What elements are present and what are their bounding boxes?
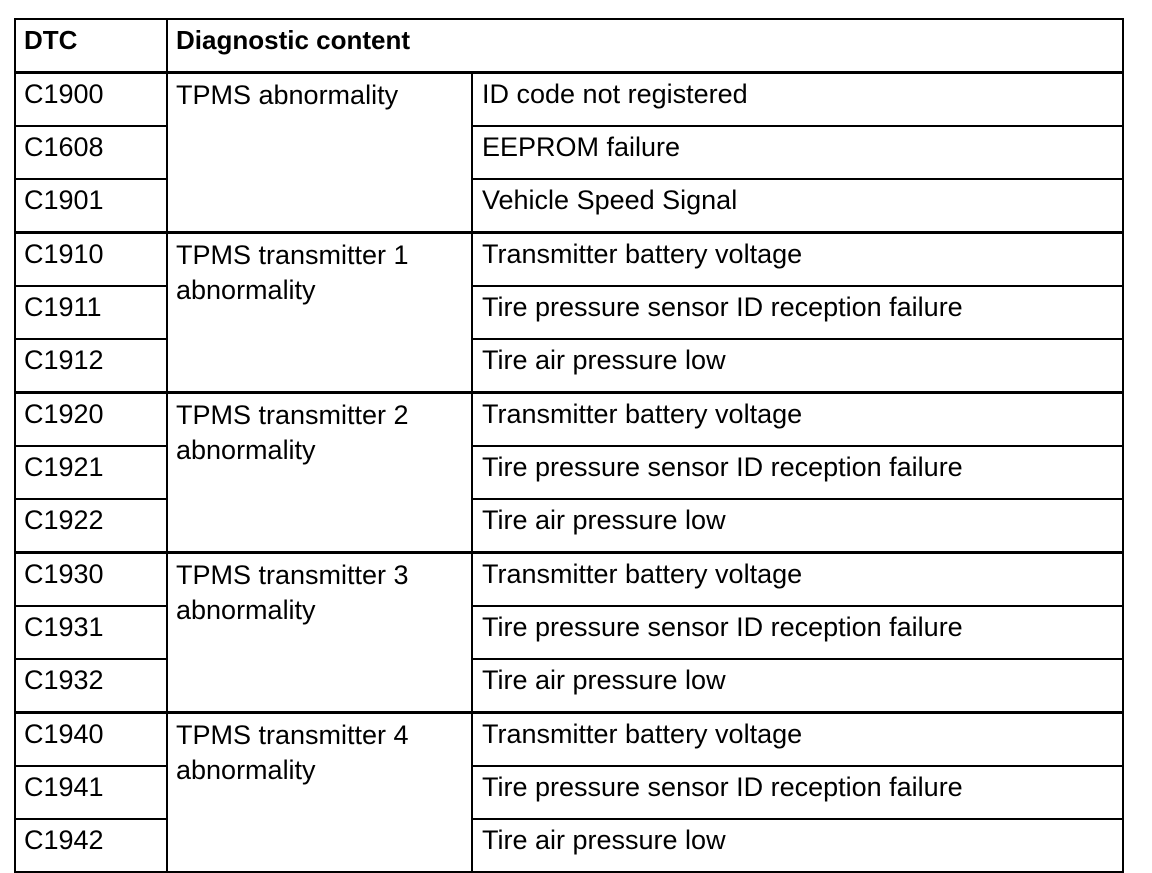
diagnostic-detail: EEPROM failure	[472, 126, 1123, 179]
group-label	[167, 713, 472, 873]
group-label-line2: abnormality	[176, 595, 316, 625]
group-label-line1: TPMS transmitter 1	[176, 240, 409, 270]
dtc-code: C1932	[15, 659, 167, 713]
dtc-code: C1608	[15, 126, 167, 179]
group-label-line1: TPMS transmitter 3	[176, 560, 409, 590]
diagnostic-detail: Transmitter battery voltage	[472, 713, 1123, 767]
diagnostic-detail: Tire air pressure low	[472, 499, 1123, 553]
group-label-line1: TPMS transmitter 4	[176, 720, 409, 750]
diagnostic-detail: Transmitter battery voltage	[472, 553, 1123, 607]
group-label	[167, 73, 472, 233]
dtc-code: C1940	[15, 713, 167, 767]
group-label	[167, 233, 472, 393]
header-row	[15, 19, 1123, 73]
table-row	[15, 233, 1123, 287]
dtc-code: C1901	[15, 179, 167, 233]
diagnostic-detail: Tire air pressure low	[472, 659, 1123, 713]
dtc-code: C1942	[15, 819, 167, 872]
table-row	[15, 73, 1123, 127]
diagnostic-detail: ID code not registered	[472, 73, 1123, 127]
dtc-code: C1941	[15, 766, 167, 819]
dtc-code: C1931	[15, 606, 167, 659]
table-row	[15, 713, 1123, 767]
dtc-code: C1912	[15, 339, 167, 393]
diagnostic-detail: Transmitter battery voltage	[472, 233, 1123, 287]
content-header: Diagnostic content	[167, 19, 1123, 73]
diagnostic-detail: Tire air pressure low	[472, 339, 1123, 393]
group-label	[167, 553, 472, 713]
dtc-table	[14, 18, 1124, 873]
group-label-line1: TPMS transmitter 2	[176, 400, 409, 430]
diagnostic-detail: Tire pressure sensor ID reception failure	[472, 286, 1123, 339]
group-label-line2: abnormality	[176, 435, 316, 465]
dtc-code: C1922	[15, 499, 167, 553]
group-label	[167, 393, 472, 553]
group-label-line2: abnormality	[176, 275, 316, 305]
diagnostic-detail: Tire pressure sensor ID reception failure	[472, 766, 1123, 819]
group-label-line2: abnormality	[176, 755, 316, 785]
dtc-code: C1920	[15, 393, 167, 447]
dtc-code: C1930	[15, 553, 167, 607]
diagnostic-detail: Tire air pressure low	[472, 819, 1123, 872]
dtc-code: C1921	[15, 446, 167, 499]
diagnostic-detail: Transmitter battery voltage	[472, 393, 1123, 447]
diagnostic-detail: Vehicle Speed Signal	[472, 179, 1123, 233]
group-label-line1: TPMS abnormality	[176, 80, 399, 110]
dtc-code: C1911	[15, 286, 167, 339]
dtc-header: DTC	[15, 19, 167, 73]
table-row	[15, 393, 1123, 447]
dtc-code: C1900	[15, 73, 167, 127]
diagnostic-detail: Tire pressure sensor ID reception failure	[472, 446, 1123, 499]
table-row	[15, 553, 1123, 607]
dtc-code: C1910	[15, 233, 167, 287]
diagnostic-detail: Tire pressure sensor ID reception failure	[472, 606, 1123, 659]
